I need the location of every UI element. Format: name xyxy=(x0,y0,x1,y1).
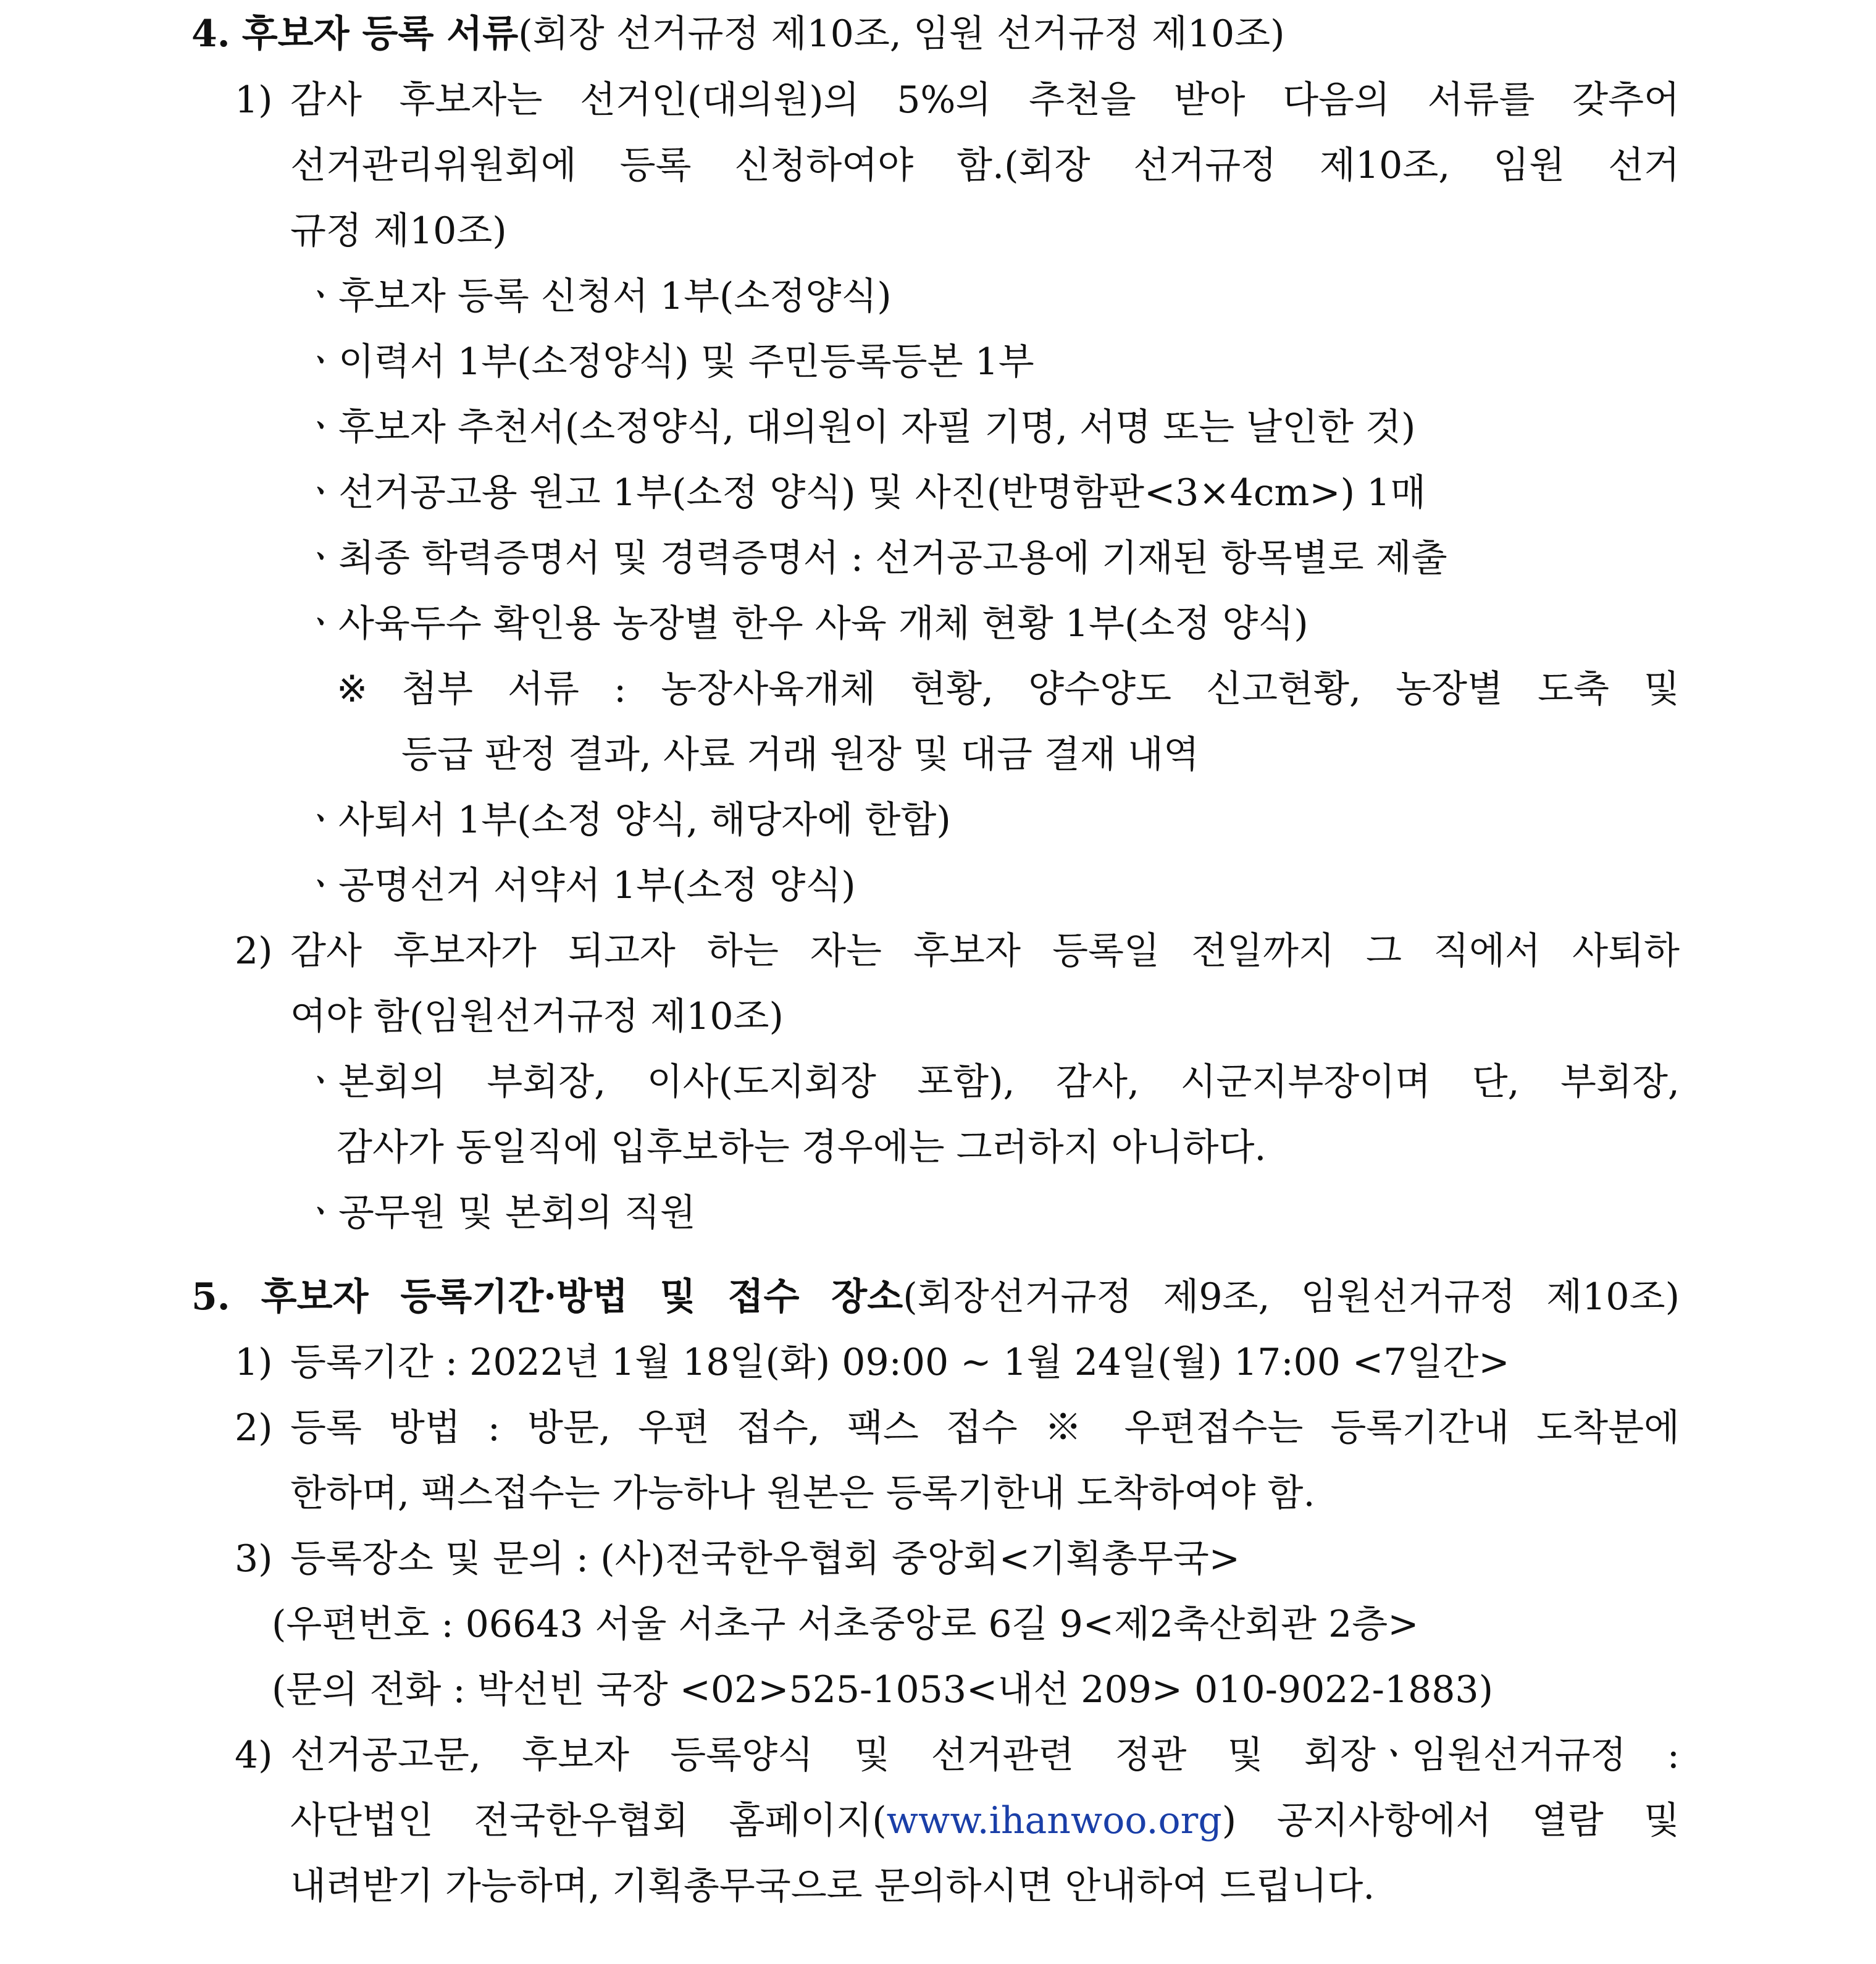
section-5-number: 5. xyxy=(191,1275,230,1319)
bullet-vice-president-line-1: ㆍ본회의 부회장, 이사(도지회장 포함), 감사, 시군지부장이며 단, 부회장, xyxy=(303,1060,1680,1104)
section-5-title: 후보자 등록기간·방법 및 접수 장소 xyxy=(261,1275,903,1319)
bullet-public-servant: ㆍ공무원 및 본회의 직원 xyxy=(303,1191,696,1235)
bullet-livestock-status: ㆍ사육두수 확인용 농장별 한우 사육 개체 현황 1부(소정 양식) xyxy=(303,602,1309,645)
item-5-4-line-3: 내려받기 가능하며, 기획총무국으로 문의하시면 안내하여 드립니다. xyxy=(290,1865,1375,1908)
contact-phone: (문의 전화 : 박선빈 국장 <02>525-1053<내선 209> 010-9022-1883) xyxy=(272,1668,1494,1711)
section-5-reference: (회장선거규정 제9조, 임원선거규정 제10조) xyxy=(903,1275,1680,1319)
bullet-manuscript-photo: ㆍ선거공고용 원고 1부(소정 양식) 및 사진(반명함판<3×4cm>) 1매 xyxy=(303,471,1426,514)
section-4-heading xyxy=(191,9,1285,59)
bullet-recommendation: ㆍ후보자 추천서(소정양식, 대의원이 자필 기명, 서명 또는 날인한 것) xyxy=(303,406,1416,449)
section-4-title: 후보자 등록 서류 xyxy=(241,12,519,56)
section-4-number: 4. xyxy=(191,12,230,56)
homepage-link[interactable]: www.ihanwoo.org xyxy=(886,1799,1222,1842)
bullet-registration-form: ㆍ후보자 등록 신청서 1부(소정양식) xyxy=(303,275,892,318)
section-4-reference: (회장 선거규정 제10조, 임원 선거규정 제10조) xyxy=(518,12,1285,56)
item-4-2-line-1: 감사 후보자가 되고자 하는 자는 후보자 등록일 전일까지 그 직에서 사퇴하 xyxy=(290,930,1680,973)
bullet-certificates: ㆍ최종 학력증명서 및 경력증명서 : 선거공고용에 기재된 항목별로 제출 xyxy=(303,537,1447,580)
registration-method-line-2: 한하며, 팩스접수는 가능하나 원본은 등록기한내 도착하여야 함. xyxy=(290,1472,1315,1515)
item-4-1-line-3: 규정 제10조) xyxy=(290,209,507,253)
note-line-1: 첨부 서류 : 농장사육개체 현황, 양수양도 신고현황, 농장별 도축 및 xyxy=(401,668,1680,711)
registration-method-line-1: 등록 방법 : 방문, 우편 접수, 팩스 접수 ※ 우편접수는 등록기간내 도착분에 xyxy=(290,1406,1680,1450)
item-4-2-line-2: 여야 함(임원선거규정 제10조) xyxy=(290,995,784,1038)
note-line-2: 등급 판정 결과, 사료 거래 원장 및 대금 결재 내역 xyxy=(401,733,1199,776)
item-5-4-line-1: 선거공고문, 후보자 등록양식 및 선거관련 정관 및 회장ㆍ임원선거규정 : xyxy=(290,1734,1680,1777)
item-4-2-number: 2) xyxy=(235,930,273,973)
homepage-text-before: 사단법인 전국한우협회 홈페이지( xyxy=(290,1799,887,1842)
item-5-4-number: 4) xyxy=(235,1734,273,1777)
section-5-heading xyxy=(191,1272,1680,1322)
homepage-text-after: ) 공지사항에서 열람 및 xyxy=(1221,1799,1680,1842)
bullet-resignation: ㆍ사퇴서 1부(소정 양식, 해당자에 한함) xyxy=(303,799,951,842)
item-4-1-number: 1) xyxy=(235,78,273,122)
item-4-1-line-2: 선거관리위원회에 등록 신청하여야 함.(회장 선거규정 제10조, 임원 선거 xyxy=(290,144,1680,187)
note-mark: ※ xyxy=(337,668,368,711)
bullet-resume: ㆍ이력서 1부(소정양식) 및 주민등록등본 1부 xyxy=(303,340,1034,384)
item-5-2-number: 2) xyxy=(235,1406,273,1450)
postal-address: (우편번호 : 06643 서울 서초구 서초중앙로 6길 9<제2축산회관 2층> xyxy=(272,1603,1419,1646)
registration-place: 등록장소 및 문의 : (사)전국한우협회 중앙회<기획총무국> xyxy=(290,1537,1241,1580)
bullet-fair-election-pledge: ㆍ공명선거 서약서 1부(소정 양식) xyxy=(303,864,856,907)
item-5-4-line-2 xyxy=(290,1796,1680,1845)
item-5-1-number: 1) xyxy=(235,1341,273,1384)
item-5-3-number: 3) xyxy=(235,1537,273,1580)
registration-period: 등록기간 : 2022년 1월 18일(화) 09:00 ~ 1월 24일(월) 17:00 <7일간> xyxy=(290,1341,1510,1384)
item-4-1-line-1: 감사 후보자는 선거인(대의원)의 5%의 추천을 받아 다음의 서류를 갖추어 xyxy=(290,78,1680,122)
bullet-vice-president-line-2: 감사가 동일직에 입후보하는 경우에는 그러하지 아니하다. xyxy=(337,1126,1267,1169)
